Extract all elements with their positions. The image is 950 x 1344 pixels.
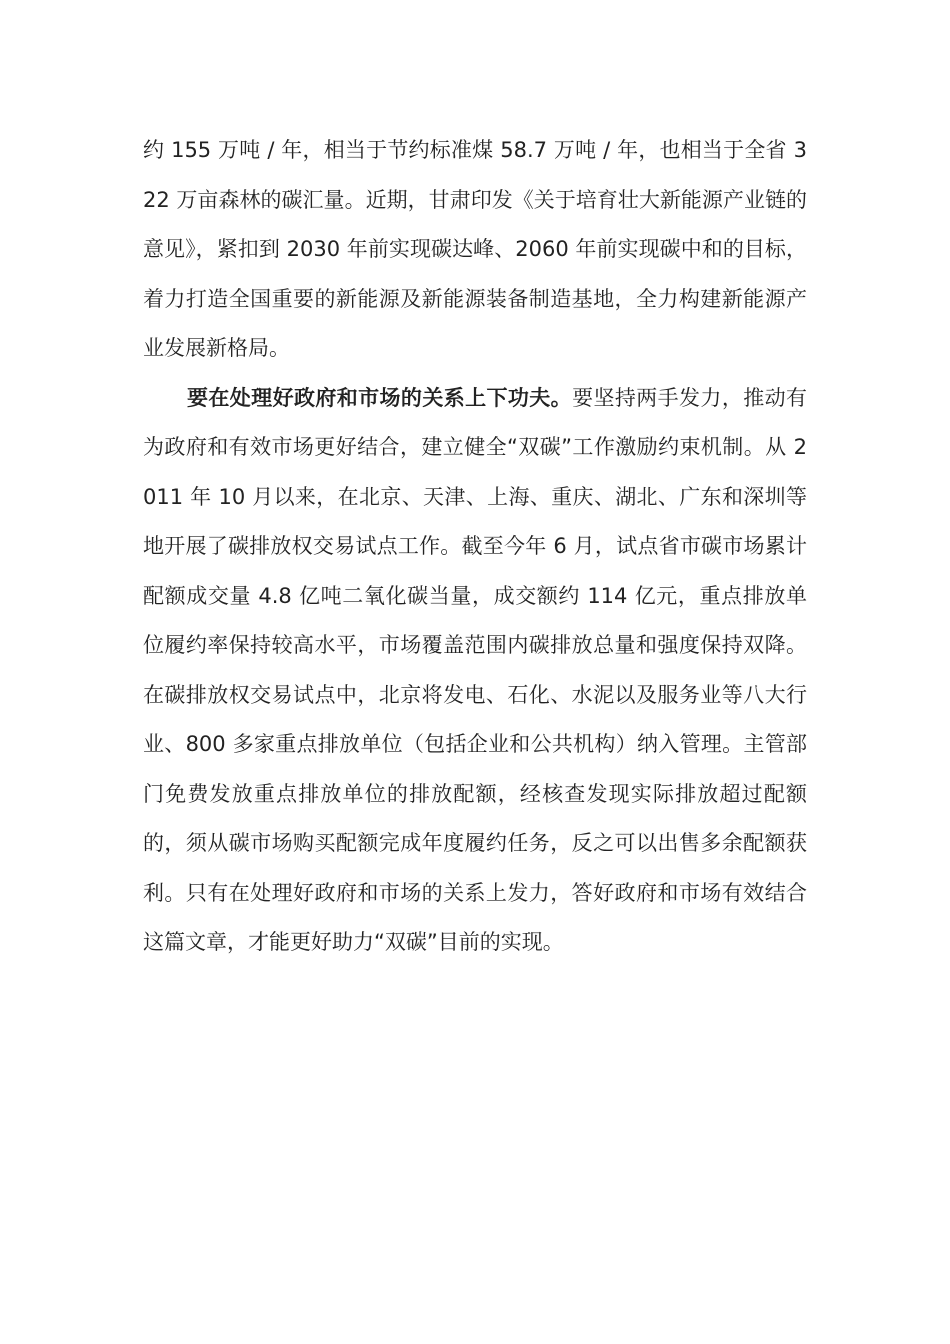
body-text [143,126,807,968]
paragraph-2-lead: 要在处理好政府和市场的关系上下功夫。 [187,385,573,410]
paragraph-1-text: 约 155 万吨 / 年，相当于节约标准煤 58.7 万吨 / 年，也相当于全省 322 万亩森林的碳汇量。近期，甘肃印发《关于培育壮大新能源产业链的意见》，紧扣到 2030 年前实现碳达峰、2060 年前实现碳中和的目标，着力打造全国重要的新能源及新能源装备制造基地，全力构建新能源产业发展新格局。 [143,138,807,360]
paragraph-2 [143,374,807,968]
paragraph-2-text: 要坚持两手发力，推动有为政府和有效市场更好结合，建立健全“双碳”工作激励约束机制。从 2011 年 10 月以来，在北京、天津、上海、重庆、湖北、广东和深圳等地开展了碳排放权交易试点工作。截至今年 6 月，试点省市碳市场累计配额成交量 4.8 亿吨二氧化碳当量，成交额约 114 亿元，重点排放单位履约率保持较高水平，市场覆盖范围内碳排放总量和强度保持双降。在碳排放权交易试点中，北京将发电、石化、水泥以及服务业等八大行业、800 多家重点排放单位（包括企业和公共机构）纳入管理。主管部门免费发放重点排放单位的排放配额，经核查发现实际排放超过配额的，须从碳市场购买配额完成年度履约任务，反之可以出售多余配额获利。只有在处理好政府和市场的关系上发力，答好政府和市场有效结合这篇文章，才能更好助力“双碳”目前的实现。 [143,385,808,954]
paragraph-1 [143,126,807,374]
